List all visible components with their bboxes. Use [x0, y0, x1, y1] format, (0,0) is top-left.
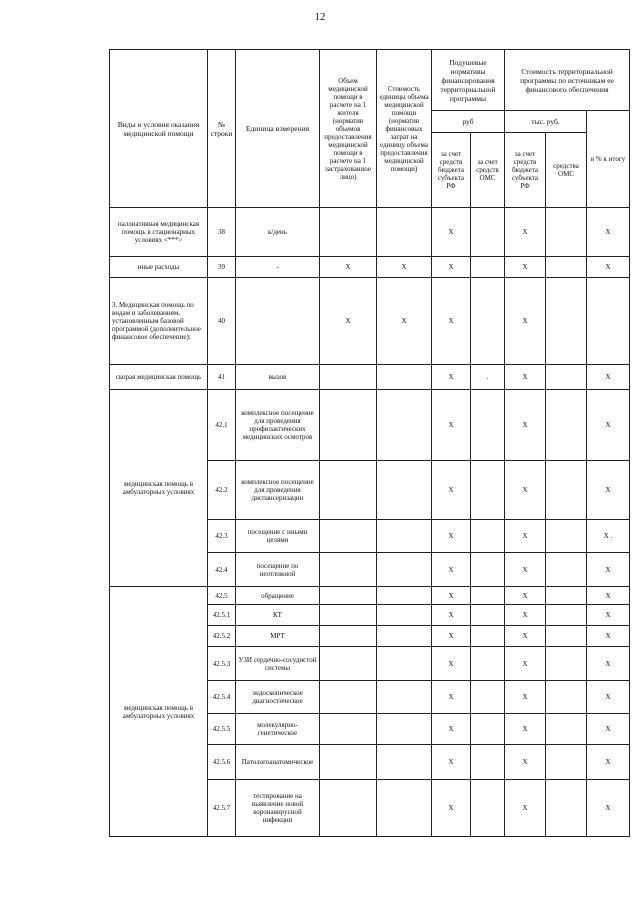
row-number: 42.2 [208, 461, 236, 520]
row-total-oms [546, 208, 587, 257]
row-percent: X [587, 257, 630, 278]
row-percent: X [587, 587, 630, 605]
row-per-capita-budget: X [432, 681, 471, 714]
row-per-capita-budget: X [432, 208, 471, 257]
table-row [110, 208, 630, 257]
header-oms-2: средства ОМС [546, 133, 587, 208]
header-budget-2: за счет средств бюджета субъекта РФ [505, 133, 546, 208]
row-per-capita-budget: X [432, 626, 471, 647]
row-unit: тестирование на выявление новой коронавирусной инфекции [236, 780, 320, 837]
row-per-capita-budget: X [432, 520, 471, 553]
row-total-oms [546, 278, 587, 365]
row-total-budget: X [505, 390, 546, 461]
header-oms: за счет средств ОМС [471, 133, 505, 208]
row-unit: КТ [236, 605, 320, 626]
row-unit: МРТ [236, 626, 320, 647]
row-unit: вызов [236, 365, 320, 390]
row-name: иные расходы [110, 257, 208, 278]
header-budget: за счет средств бюджета субъекта РФ [432, 133, 471, 208]
row-percent: X [587, 553, 630, 587]
row-per-capita-oms [471, 208, 505, 257]
group-name: медицинская помощь в амбулаторных условиях [110, 390, 208, 587]
table-header [110, 50, 630, 208]
row-unit: Патологоанатомическое [236, 745, 320, 780]
row-unit: посещение с иными целями [236, 520, 320, 553]
row-per-capita-budget: X [432, 365, 471, 390]
header-unit-thousand-rub: тыс. руб. [505, 111, 587, 133]
row-total-budget: X [505, 365, 546, 390]
page-number: 12 [314, 11, 326, 23]
row-percent: X [587, 461, 630, 520]
row-total-budget: X [505, 520, 546, 553]
row-number: 42.1 [208, 390, 236, 461]
row-percent: X [587, 365, 630, 390]
row-cost: X [377, 278, 432, 365]
row-per-capita-budget: X [432, 390, 471, 461]
row-unit: - [236, 257, 320, 278]
header-row-number: № строки [208, 50, 236, 208]
row-percent: X [587, 647, 630, 681]
row-number: 42.5 [208, 587, 236, 605]
row-per-capita-budget: X [432, 745, 471, 780]
row-percent: X [587, 605, 630, 626]
row-number: 42.5.6 [208, 745, 236, 780]
row-number: 40 [208, 278, 236, 365]
header-cost: Стоимость единицы объема медицинской помощи (норматив финансовых затрат на единицу объема предоставления медицинской помощи) [377, 50, 432, 208]
row-total-budget: X [505, 647, 546, 681]
row-number: 42.4 [208, 553, 236, 587]
row-percent: X [587, 208, 630, 257]
row-unit: обращение [236, 587, 320, 605]
row-volume [320, 365, 377, 390]
row-total-budget: X [505, 681, 546, 714]
row-per-capita-budget: X [432, 714, 471, 745]
row-total-oms [546, 365, 587, 390]
row-number: 41 [208, 365, 236, 390]
row-total-budget: X [505, 208, 546, 257]
row-percent: X [587, 714, 630, 745]
row-percent: X . [587, 520, 630, 553]
row-total-budget: X [505, 587, 546, 605]
row-per-capita-budget: X [432, 553, 471, 587]
row-per-capita-budget: X [432, 461, 471, 520]
row-total-budget: X [505, 278, 546, 365]
row-number: 42.5.4 [208, 681, 236, 714]
row-total-budget: X [505, 605, 546, 626]
row-unit: УЗИ сердечно-сосудистой системы [236, 647, 320, 681]
row-total-oms [546, 257, 587, 278]
row-unit: комплексное посещение для проведения профилактических медицинских осмотров [236, 390, 320, 461]
header-type: Виды и условия оказания медицинской помощи [110, 50, 208, 208]
row-cost [377, 365, 432, 390]
table-row [110, 278, 630, 365]
row-number: 42.3 [208, 520, 236, 553]
row-per-capita-budget: X [432, 278, 471, 365]
row-number: 42.5.3 [208, 647, 236, 681]
row-volume: X [320, 278, 377, 365]
row-per-capita-budget: X [432, 605, 471, 626]
row-per-capita-budget: X [432, 587, 471, 605]
row-name: паллиативная медицинская помощь в стационарных условиях <***> [110, 208, 208, 257]
row-unit: комплексное посещение для проведения диспансеризации [236, 461, 320, 520]
table-row [110, 390, 630, 461]
row-per-capita-oms [471, 257, 505, 278]
row-unit: молекулярно-генетическое [236, 714, 320, 745]
row-total-budget: X [505, 745, 546, 780]
group-name: медицинская помощь в амбулаторных условиях [110, 587, 208, 837]
header-per-capita: Подушевые нормативы финансирования территориальной программы [432, 50, 505, 111]
row-total-budget: X [505, 780, 546, 837]
row-total-budget: X [505, 257, 546, 278]
financing-table [109, 49, 630, 837]
row-per-capita-oms: . [471, 365, 505, 390]
header-unit-rub: руб [432, 111, 505, 133]
row-percent: X [587, 780, 630, 837]
row-total-budget: X [505, 461, 546, 520]
row-cost [377, 208, 432, 257]
row-name: скорая медицинская помощь [110, 365, 208, 390]
table-row [110, 257, 630, 278]
header-volume: Объем медицинской помощи в расчете на 1 жителя (норматив объемов предоставления медицинской помощи в расчете на 1 застрахованное лицо) [320, 50, 377, 208]
row-unit: эндоскопическое диагностическое [236, 681, 320, 714]
row-number: 42.5.2 [208, 626, 236, 647]
header-total-cost: Стоимость территориальной программы по источникам ее финансового обеспечения [505, 50, 630, 111]
row-number: 39 [208, 257, 236, 278]
header-unit: Единица измерения [236, 50, 320, 208]
row-volume [320, 208, 377, 257]
row-name: 3. Медицинская помощь по видам и заболеваниям, установленным базовой программой (дополнительное финансовое обеспечение): [110, 278, 208, 365]
row-per-capita-budget: X [432, 780, 471, 837]
row-per-capita-budget: X [432, 257, 471, 278]
row-cost: X [377, 257, 432, 278]
row-total-budget: X [505, 714, 546, 745]
row-number: 42.5.7 [208, 780, 236, 837]
row-percent: X [587, 390, 630, 461]
table-row [110, 587, 630, 605]
row-per-capita-budget: X [432, 647, 471, 681]
row-percent: X [587, 626, 630, 647]
row-percent [587, 278, 630, 365]
row-unit: посещение по неотложной [236, 553, 320, 587]
row-number: 38 [208, 208, 236, 257]
row-total-budget: X [505, 626, 546, 647]
row-percent: X [587, 681, 630, 714]
row-number: 42.5.5 [208, 714, 236, 745]
row-per-capita-oms [471, 278, 505, 365]
row-unit: к/день [236, 208, 320, 257]
row-number: 42.5.1 [208, 605, 236, 626]
row-total-budget: X [505, 553, 546, 587]
row-unit [236, 278, 320, 365]
header-percent: в % к итогу [587, 111, 630, 208]
row-volume: X [320, 257, 377, 278]
table-row [110, 365, 630, 390]
row-percent: X [587, 745, 630, 780]
